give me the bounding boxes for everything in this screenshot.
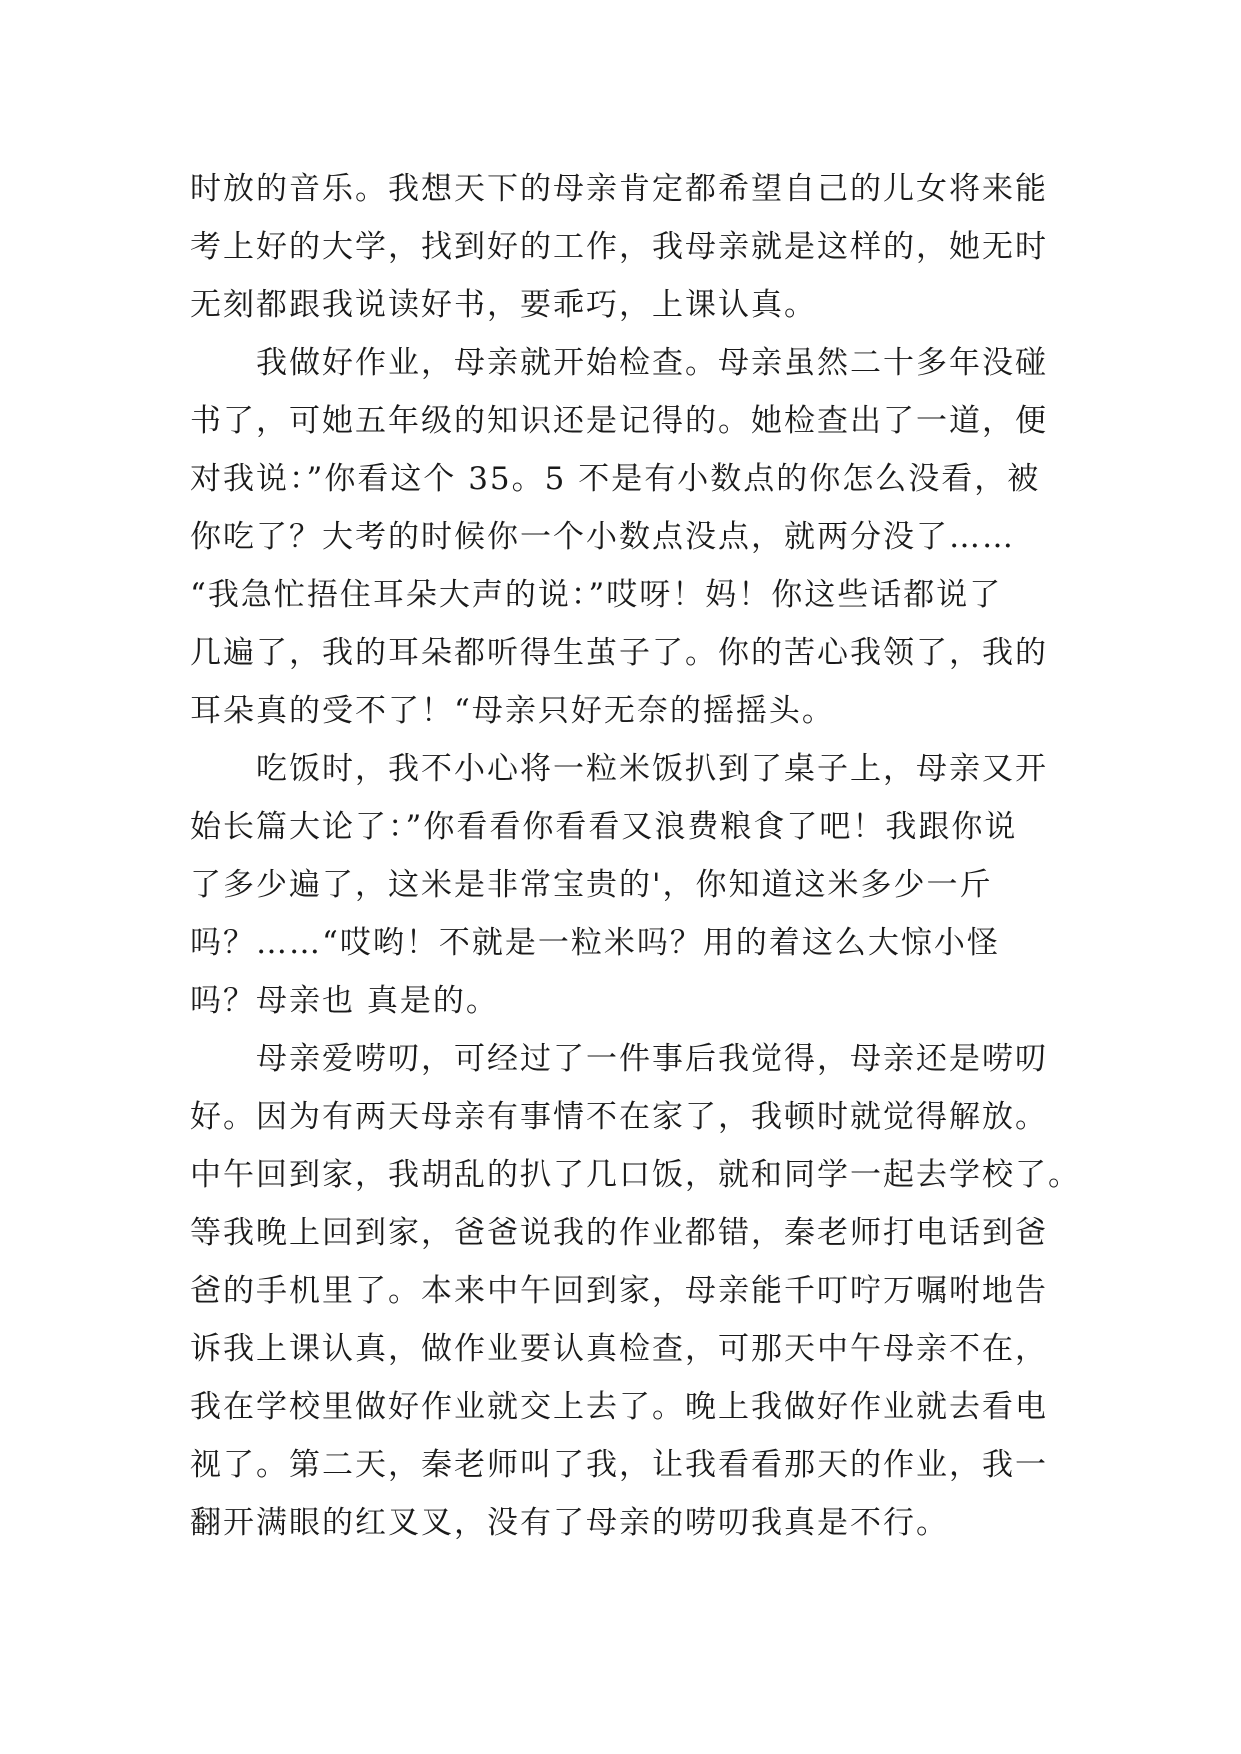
text-line: 了多少遍了，这米是非常宝贵的'，你知道这米多少一斤	[190, 867, 993, 903]
text-line: 吃饭时，我不小心将一粒米饭扒到了桌子上，母亲又开	[256, 751, 1048, 787]
text-line: 吗？母亲也 真是的。	[190, 983, 499, 1019]
text-line: 几遍了，我的耳朵都听得生茧子了。你的苦心我领了，我的	[190, 635, 1048, 671]
text-line: 耳朵真的受不了！“母亲只好无奈的摇摇头。	[190, 693, 835, 729]
text-line: 书了，可她五年级的知识还是记得的。她检查出了一道，便	[190, 403, 1048, 439]
text-line: 无刻都跟我说读好书，要乖巧，上课认真。	[190, 287, 817, 323]
text-line: 爸的手机里了。本来中午回到家，母亲能千叮咛万嘱咐地告	[190, 1273, 1048, 1309]
text-line: 我在学校里做好作业就交上去了。晚上我做好作业就去看电	[190, 1389, 1048, 1425]
text-line: 吗？……“哎哟！不就是一粒米吗？用的着这么大惊小怪	[190, 925, 1000, 961]
body-text	[190, 160, 1081, 1552]
text-line: 中午回到家，我胡乱的扒了几口饭，就和同学一起去学校了。	[190, 1157, 1081, 1193]
text-line: 对我说：”你看这个 35。5 不是有小数点的你怎么没看，被	[190, 461, 1041, 497]
text-line: 考上好的大学，找到好的工作，我母亲就是这样的，她无时	[190, 229, 1048, 265]
text-line: 始长篇大论了：”你看看你看看又浪费粮食了吧！我跟你说	[190, 809, 1018, 845]
text-line: 诉我上课认真，做作业要认真检查，可那天中午母亲不在，	[190, 1331, 1048, 1367]
text-line: 母亲爱唠叨，可经过了一件事后我觉得，母亲还是唠叨	[256, 1041, 1048, 1077]
text-line: 翻开满眼的红叉叉，没有了母亲的唠叨我真是不行。	[190, 1505, 949, 1541]
text-line: “我急忙捂住耳朵大声的说：”哎呀！妈！你这些话都说了	[190, 577, 1003, 613]
text-line: 好。因为有两天母亲有事情不在家了，我顿时就觉得解放。	[190, 1099, 1048, 1135]
text-line: 视了。第二天，秦老师叫了我，让我看看那天的作业，我一	[190, 1447, 1048, 1483]
text-line: 我做好作业，母亲就开始检查。母亲虽然二十多年没碰	[256, 345, 1048, 381]
text-line: 等我晚上回到家，爸爸说我的作业都错，秦老师打电话到爸	[190, 1215, 1048, 1251]
text-line: 时放的音乐。我想天下的母亲肯定都希望自己的儿女将来能	[190, 171, 1048, 207]
text-line: 你吃了？大考的时候你一个小数点没点，就两分没了……	[190, 519, 1015, 555]
